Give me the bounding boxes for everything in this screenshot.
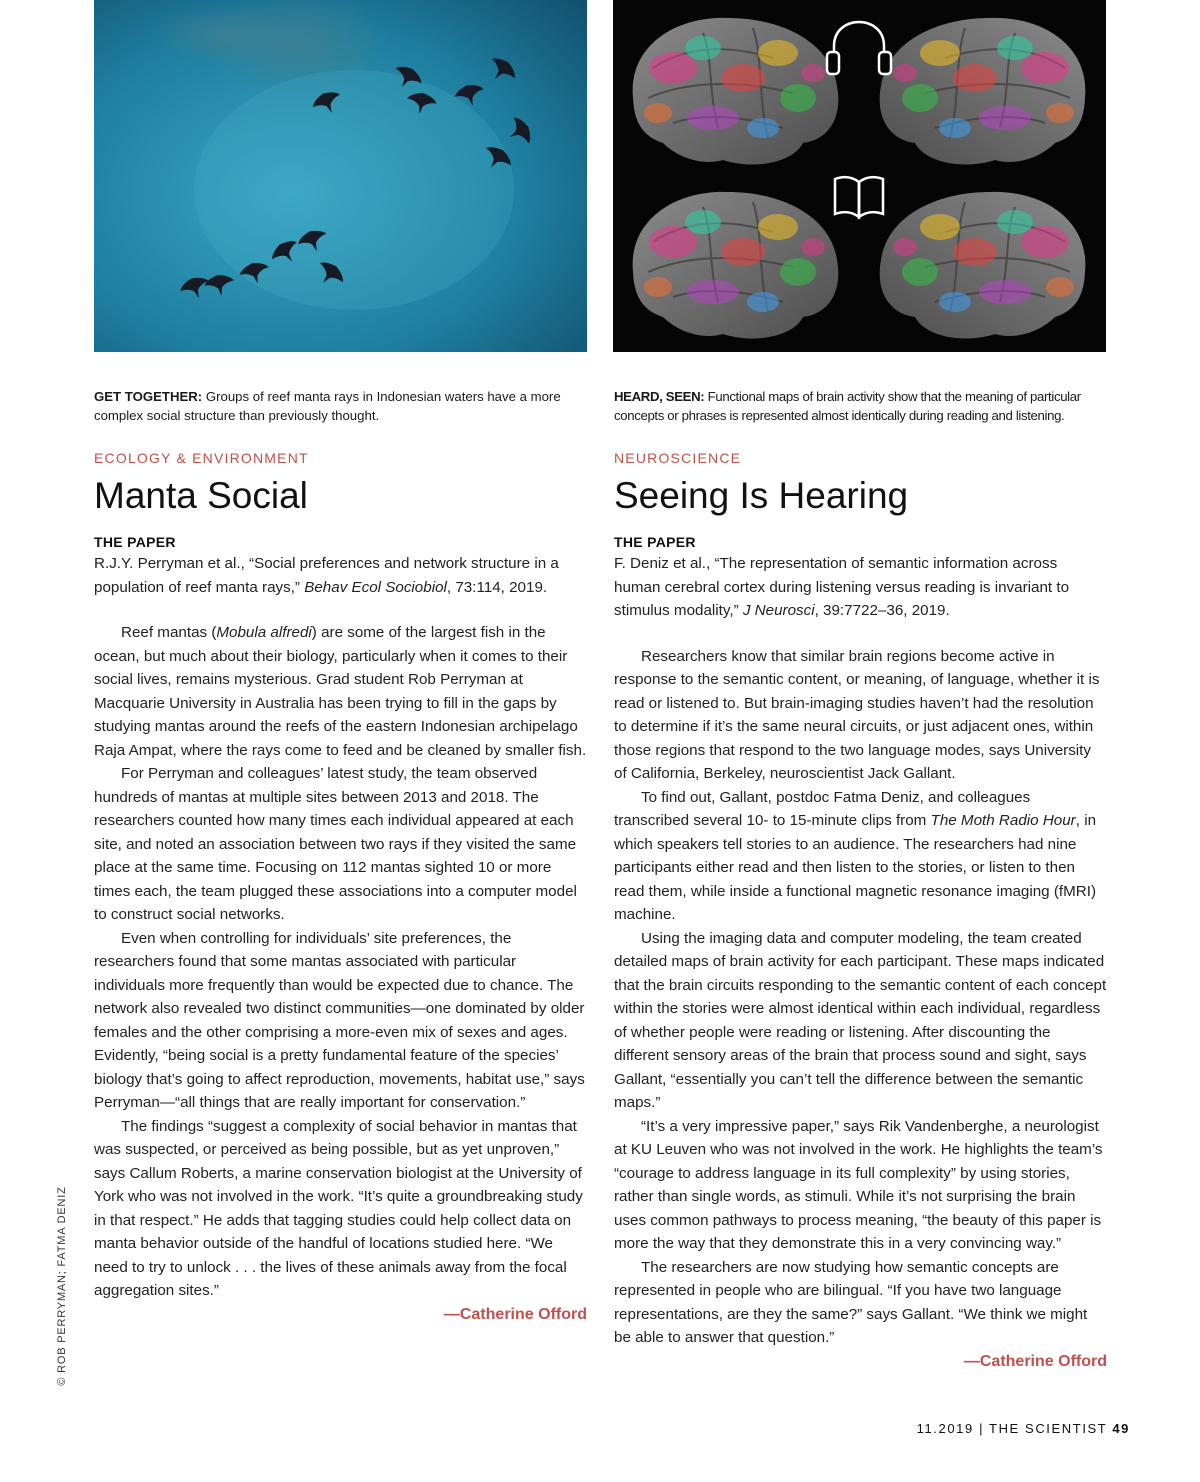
folio-separator: | [979, 1421, 985, 1436]
body-paragraph: The findings “suggest a complexity of social behavior in mantas that was suspected, or perceived as being possible, but as yet unproven,” says Callum Roberts, a marine conservation biologist at the University of York who was not involved in the work. “It’s quite a groundbreaking study in that respect.” He adds that tagging studies could help collect data on manta behavior outside of the handful of locations studied here. “We need to try to unlock . . . the lives of these animals away from the focal aggregation sites.” [94, 1117, 583, 1299]
paper-citation [614, 552, 1107, 623]
body-paragraph [614, 786, 1107, 927]
body-paragraph: Researchers know that similar brain regions become active in response to the semantic content, or meaning, of language, whether it is read or listened to. But brain-imaging studies haven’t had the resolution to determine if it’s the same neural circuits, or just adjacent ones, within those regions that respond to the two language modes, says University of California, Berkeley, neuroscientist Jack Gallant. [614, 647, 1100, 782]
paper-citation [94, 552, 587, 599]
article-headline: Manta Social [94, 475, 308, 516]
citation-authors: R.J.Y. Perryman et al., “Social preferences and network structure in a population of reef manta rays,” [94, 555, 559, 596]
citation-authors: F. Deniz et al., “The representation of semantic information across human cerebral cortex during listening versus reading is invariant to stimulus modality,” [614, 555, 1070, 619]
caption-label: GET TOGETHER: [94, 389, 203, 404]
paper-label: THE PAPER [94, 534, 176, 550]
body-paragraph: For Perryman and colleagues’ latest study, the team observed hundreds of mantas at multiple sites between 2013 and 2018. The researchers counted how many times each individual appeared at each site, and noted an association between two rays if they visited the same place at the same time. Focusing on 112 mantas sighted 10 or more times each, the team plugged these associations into a computer model to construct social networks. [94, 765, 577, 923]
article-body [614, 645, 1107, 1350]
author-byline: —Catherine Offord [443, 1305, 587, 1323]
brain-maps-illustration [613, 0, 1106, 352]
body-paragraph: “It’s a very impressive paper,” says Rik Vandenberghe, a neurologist at KU Leuven who was not involved in the work. He highlights the team’s “courage to address language in its full complexity” by using stories, rather than single words, as stimuli. While it’s not surprising the brain uses common pathways to process meaning, “the beauty of this paper is more the way that they demonstrate this in a very convincing way.” [614, 1117, 1103, 1252]
article-headline: Seeing Is Hearing [614, 475, 909, 516]
section-label: ECOLOGY & ENVIRONMENT [94, 450, 309, 466]
caption-text: Groups of reef manta rays in Indonesian waters have a more complex social structure than previously thought. [94, 389, 561, 423]
body-paragraph: Using the imaging data and computer modeling, the team created detailed maps of brain activity for each participant. These maps indicated that the brain circuits responding to the semantic content of each concept within the stories were almost identical within each individual, regardless of whether people were reading or listening. After discounting the different sensory areas of the brain that process sound and sight, says Gallant, “essentially you can’t tell the difference between the semantic maps.” [614, 929, 1107, 1111]
article-manta-social [94, 448, 587, 1327]
section-label: NEUROSCIENCE [614, 450, 742, 466]
paragraph-text: ) are some of the largest fish in the ocean, but much about their biology, particularly when it comes to their social lives, remains mysterious. Grad student Rob Perryman at Macquarie University in Australia has been trying to fill in the gaps by studying mantas around the reefs of the eastern Indonesian archipelago Raja Ampat, where the rays come to feed and be cleaned by smaller fish. [94, 624, 587, 759]
paragraph-text: To find out, Gallant, postdoc Fatma Deniz, and colleagues transcribed several 10- to 15-minute clips from [614, 788, 1031, 829]
citation-journal: J Neurosci [742, 602, 815, 619]
page-folio [917, 1421, 1130, 1436]
brain-maps-photo [613, 0, 1106, 352]
paragraph-text: Reef mantas ( [121, 624, 217, 641]
citation-details: , 39:7722–36, 2019. [814, 602, 950, 619]
photo-caption-left [94, 387, 589, 425]
manta-rays-photo [94, 0, 587, 352]
photo-caption-right [614, 387, 1110, 425]
body-paragraph: Even when controlling for individuals’ site preferences, the researchers found that some mantas associated with particular individuals more frequently than would be expected due to chance. The network also revealed two distinct communities—one dominated by older females and the other comprising a more-even mix of sexes and ages. Evidently, “being social is a pretty fundamental feature of the species’ biology that’s going to affect reproduction, movements, habitat use,” says Perryman—“all things that are really important for conservation.” [94, 929, 585, 1111]
body-paragraph: The researchers are now studying how semantic concepts are represented in people who are bilingual. “If you have two language representations, are they the same?” says Gallant. “We think we might be able to answer that question.” [614, 1258, 1088, 1346]
caption-label: HEARD, SEEN: [614, 389, 705, 404]
body-paragraph [94, 621, 587, 762]
article-seeing-is-hearing [614, 448, 1107, 1374]
author-byline: —Catherine Offord [963, 1352, 1107, 1370]
paper-label: THE PAPER [614, 534, 696, 550]
show-title: The Moth Radio Hour [930, 812, 1076, 829]
manta-rays-illustration [94, 0, 587, 352]
citation-journal: Behav Ecol Sociobiol [304, 578, 447, 596]
paragraph-text: , in which speakers tell stories to an audience. The researchers had nine participants either read and then listen to the stories, or listen to then read them, while inside a functional magnetic resonance imaging (fMRI) machine. [614, 812, 1097, 923]
photo-credit [48, 1182, 76, 1390]
photo-credit-text: © ROB PERRYMAN; FATMA DENIZ [56, 1186, 68, 1386]
citation-details: , 73:114, 2019. [446, 578, 548, 596]
page-number: 49 [1112, 1421, 1130, 1436]
magazine-name: THE SCIENTIST [989, 1421, 1108, 1436]
article-body [94, 621, 587, 1303]
caption-text: Functional maps of brain activity show that the meaning of particular concepts or phrases is represented almost identically during reading and listening. [614, 389, 1081, 423]
issue-date: 11.2019 [916, 1421, 974, 1436]
species-name: Mobula alfredi [216, 624, 312, 641]
